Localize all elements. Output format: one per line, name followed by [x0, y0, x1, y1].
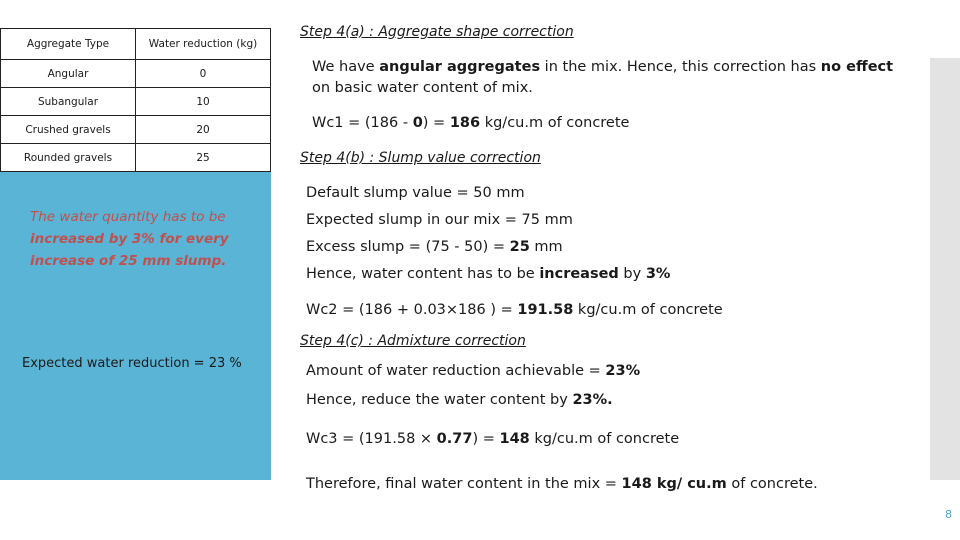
step-4c-heading: Step 4(c) : Admixture correction	[300, 333, 526, 349]
text-bold: 148 kg/ cu.m	[621, 476, 727, 492]
text-bold: 23%.	[572, 392, 613, 408]
note-emphasis: increased by 3% for every increase of 25 mm slump.	[30, 231, 229, 269]
step-4a-heading: Step 4(a) : Aggregate shape correction	[300, 24, 574, 40]
right-edge-strip	[930, 58, 960, 480]
text-bold: angular aggregates	[379, 59, 541, 75]
text-run: by	[618, 266, 646, 282]
expected-slump: Expected slump in our mix = 75 mm	[306, 212, 573, 228]
table-cell: 0	[136, 60, 271, 88]
text-run: Wc2 = (186 + 0.03×186 ) =	[306, 302, 518, 318]
text-run: Hence, water content has to be	[306, 266, 540, 282]
text-run: Wc3 = (191.58 ×	[306, 431, 437, 447]
text-run: Therefore, final water content in the mix =	[306, 476, 622, 492]
text-run: mm	[529, 239, 563, 255]
aggregate-table	[0, 28, 271, 172]
text-bold: no effect	[820, 59, 894, 75]
text-run: on basic water content of mix.	[312, 80, 533, 96]
text-bold: 3%	[645, 266, 671, 282]
table-cell: 25	[136, 144, 271, 172]
text-run: We have	[312, 59, 380, 75]
text-run: in the mix. Hence, this correction has	[540, 59, 821, 75]
step-4a-text	[312, 57, 912, 99]
hence-reduce	[306, 390, 613, 411]
text-run: of concrete.	[726, 476, 818, 492]
expected-reduction: Expected water reduction = 23 %	[22, 356, 242, 371]
final-water-content	[306, 474, 818, 495]
table-row	[1, 144, 271, 172]
text-bold: 191.58	[517, 302, 574, 318]
table-header-row	[1, 29, 271, 60]
text-bold: increased	[539, 266, 619, 282]
amount-reduction	[306, 361, 640, 382]
table-row	[1, 116, 271, 144]
text-run: kg/cu.m of concrete	[573, 302, 723, 318]
wc2-equation	[306, 300, 723, 321]
table-cell: 20	[136, 116, 271, 144]
text-run: Excess slump = (75 - 50) =	[306, 239, 510, 255]
page-number: 8	[945, 508, 952, 521]
table-cell: Crushed gravels	[1, 116, 136, 144]
text-run: ) =	[472, 431, 500, 447]
slump-note	[30, 206, 260, 272]
default-slump: Default slump value = 50 mm	[306, 185, 525, 201]
text-run: Hence, reduce the water content by	[306, 392, 573, 408]
excess-slump	[306, 237, 563, 258]
text-bold: 23%	[605, 363, 641, 379]
table-row	[1, 88, 271, 116]
text-run: kg/cu.m of concrete	[529, 431, 680, 447]
text-run: kg/cu.m of concrete	[480, 115, 630, 131]
table-cell: Rounded gravels	[1, 144, 136, 172]
text-run: Amount of water reduction achievable =	[306, 363, 606, 379]
table-header-cell: Aggregate Type	[1, 29, 136, 60]
table-header-cell: Water reduction (kg)	[136, 29, 271, 60]
text-run: Wc1 = (186 -	[312, 115, 413, 131]
wc1-equation	[312, 113, 629, 134]
step-4b-heading: Step 4(b) : Slump value correction	[300, 150, 541, 166]
text-bold: 148	[499, 431, 530, 447]
note-text: The water quantity has to be	[30, 209, 226, 225]
table-row	[1, 60, 271, 88]
table-cell: Subangular	[1, 88, 136, 116]
text-run: ) =	[422, 115, 450, 131]
text-bold: 25	[509, 239, 530, 255]
table-cell: Angular	[1, 60, 136, 88]
table-cell: 10	[136, 88, 271, 116]
wc3-equation	[306, 429, 679, 450]
text-bold: 0.77	[436, 431, 473, 447]
text-bold: 186	[449, 115, 481, 131]
text-bold: 0	[412, 115, 423, 131]
hence-increase	[306, 264, 670, 285]
